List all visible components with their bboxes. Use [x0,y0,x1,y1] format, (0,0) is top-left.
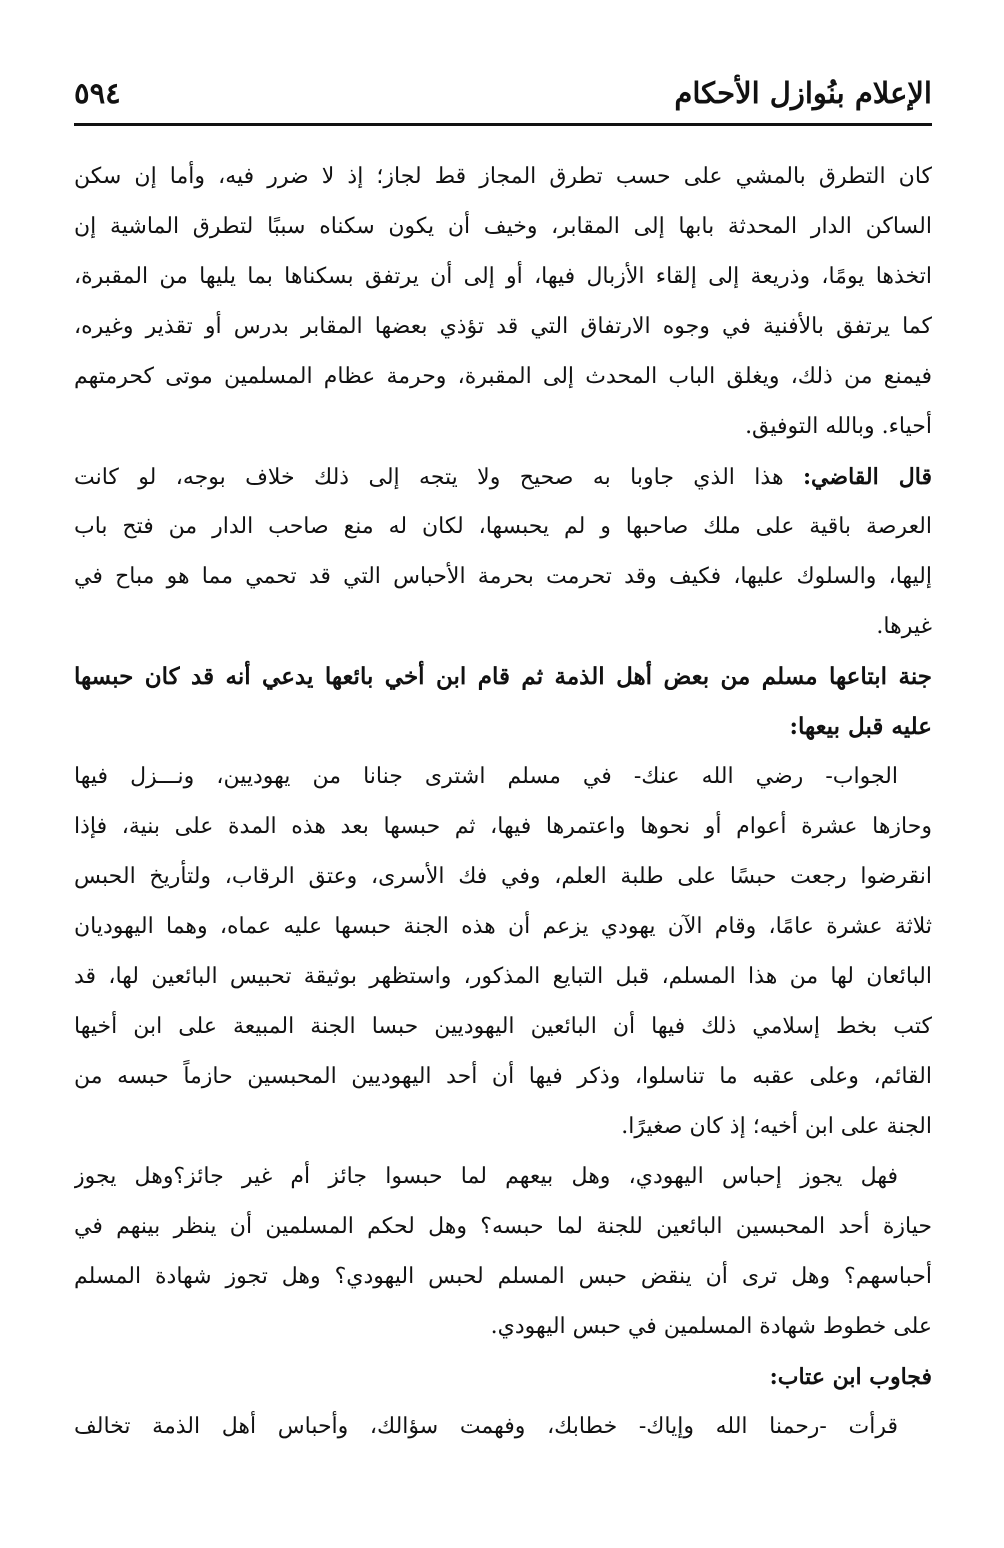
text-line: على خطوط شهادة المسلمين في حبس اليهودي. [490,1314,932,1339]
text-line: كما يرتفق بالأفنية في وجوه الارتفاق التي قد تؤذي بعضها المقابر بدرس أو تقذير وغيره، [74,314,932,339]
text-line: حيازة أحد المحبسين البائعين للجنة لما حبسه؟ وهل لحكم المسلمين أن ينظر بينهم في [74,1214,932,1239]
section-heading [74,652,932,752]
text-fragment: هذا الذي جاوبا به صحيح ولا يتجه إلى ذلك خلاف بوجه، لو كانت [74,465,803,490]
text-line: قرأت -رحمنا الله وإياك- خطابك، وفهمت سؤالك، وأحباس أهل الذمة تخالف [74,1414,898,1439]
text-line: البائعان لها من هذا المسلم، قبل التبايع المذكور، واستظهر بوثيقة تحبيس البائعين لها، قد [74,964,932,989]
page-body [74,152,932,1452]
text-line: كان التطرق بالمشي على حسب تطرق المجاز قط لجاز؛ إذ لا ضرر فيه، وأما إن سكن [74,164,932,189]
text-line: القائم، وعلى عقبه ما تناسلوا، وذكر فيها أن أحد اليهوديين المحبسين حازماً حبسه من [74,1064,932,1089]
text-line: كتب بخط إسلامي ذلك فيها أن البائعين اليهوديين حبسا الجنة المبيعة على ابن أخيها [74,1014,932,1039]
book-title: الإعلام بنُوازل الأحكام [674,76,932,110]
text-line: ثلاثة عشرة عامًا، وقام الآن يهودي يزعم أن هذه الجنة حبسها عليه عماه، وهما اليهوديان [74,914,932,939]
text-line: فهل يجوز إحباس اليهودي، وهل بيعهم لما حبسوا جائز أم غير جائز؟وهل يجوز [74,1164,898,1189]
text-line: غيرها. [876,614,932,639]
page-number: ٥٩٤ [74,76,121,110]
header-divider [74,123,932,126]
paragraph-answer [74,1402,932,1452]
text-line: فيمنع من ذلك، ويغلق الباب المحدث إلى المقبرة، وحرمة عظام المسلمين موتى كحرمتهم [74,364,932,389]
text-line: اتخذها يومًا، وذريعة إلى إلقاء الأزبال فيها، أو إلى أن يرتفق بسكناها بما يليها من المقبرة، [74,264,932,289]
text-line: الجواب- رضي الله عنك- في مسلم اشترى جنانا من يهوديين، ونـــزل فيها [74,764,898,789]
text-line: أحياء. وبالله التوفيق. [745,414,932,439]
text-line: انقرضوا رجعت حبسًا على طلبة العلم، وفي فك الأسرى، وعتق الرقاب، ولتأريخ الحبس [74,864,932,889]
speaker-label: قال القاضي: [802,464,932,490]
text-line: أحباسهم؟ وهل ترى أن ينقض حبس المسلم لحبس اليهودي؟ وهل تجوز شهادة المسلم [74,1264,932,1289]
text-line: إليها، والسلوك عليها، فكيف وقد تحرمت بحرمة الأحباس التي قد تحمي مما هو مباح في [74,564,932,589]
heading-line: جنة ابتاعها مسلم من بعض أهل الذمة ثم قام ابن أخي بائعها يدعي أنه قد كان حبسها [74,663,932,690]
paragraph-question [74,752,932,1152]
answer-label: فجاوب ابن عتاب: [769,1364,932,1390]
paragraph-qadi-comment [74,452,932,652]
running-header [74,70,932,126]
heading-line: عليه قبل بيعها: [789,713,932,740]
text-line: العرصة باقية على ملك صاحبها و لم يحبسها، لكان له منع صاحب الدار من فتح باب [74,514,932,539]
text-line: الجنة على ابن أخيه؛ إذ كان صغيرًا. [621,1114,932,1139]
text-line: وحازها عشرة أعوام أو نحوها واعتمرها فيها، ثم حبسها بعد هذه المدة على بنية، فإذا [74,814,932,839]
paragraph-cemetery-ruling [74,152,932,452]
text-line: الساكن الدار المحدثة بابها إلى المقابر، وخيف أن يكون سكناه سببًا لتطرق الماشية إن [74,214,932,239]
text-line [74,452,932,502]
paragraph-questions-list [74,1152,932,1352]
